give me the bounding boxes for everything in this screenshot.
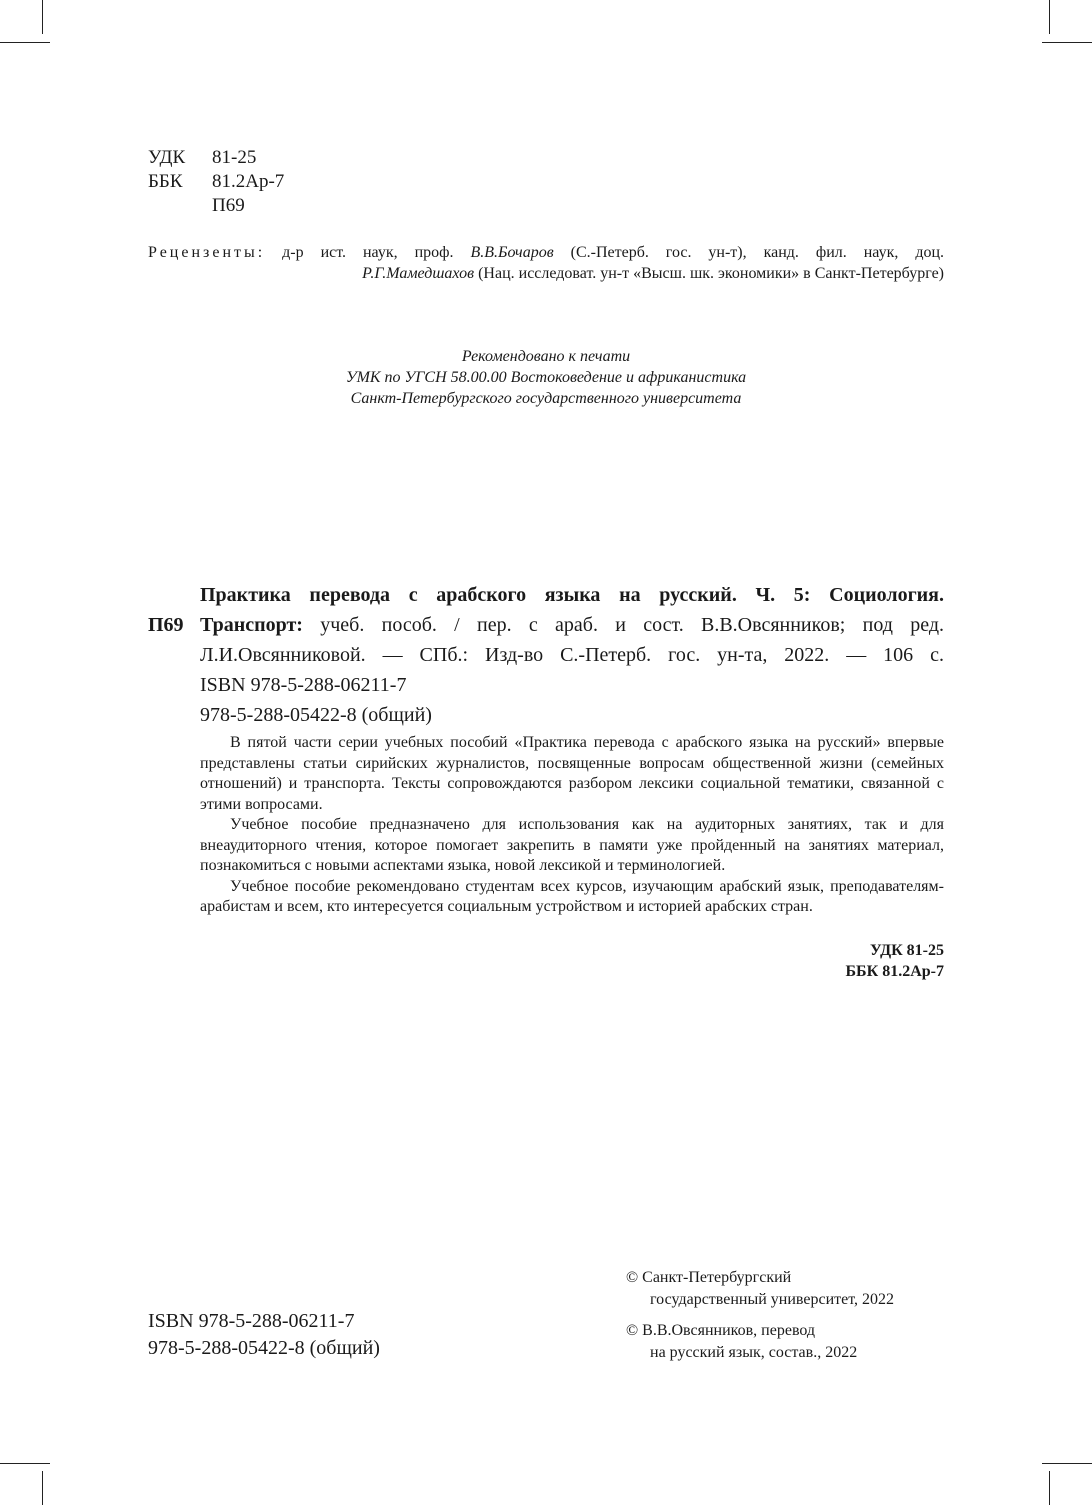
reviewers — [148, 242, 944, 284]
author-sign: П69 — [212, 195, 245, 216]
annotation-udk: УДК 81-25 — [869, 942, 944, 959]
reviewer1-name: В.В.Бочаров — [470, 244, 554, 261]
footer-isbn-common: 978-5-288-05422-8 (общий) — [148, 1337, 380, 1359]
recommendation-line3: Санкт-Петербургского государственного университета — [350, 390, 742, 407]
reviewer2-name: Р.Г.Мамедшахов — [362, 265, 475, 282]
reviewers-line1 — [148, 242, 944, 263]
isbn-primary: ISBN 978-5-288-06211-7 — [200, 674, 407, 696]
bbk-label: ББК — [148, 171, 183, 192]
title-line2-bold: Транспорт: — [200, 614, 303, 636]
crop-mark — [0, 1463, 50, 1464]
udk-row — [148, 146, 284, 170]
udk-value: 81-25 — [212, 147, 257, 168]
annotation-codes — [845, 940, 944, 982]
annotation-paragraph: Учебное пособие предназначено для использования как на аудиторных занятиях, так и для внеаудиторного чтения, которое помогает закрепить в памяти уже пройденный на занятиях материал, познакомиться с новыми аспектами языка, новой лексикой и терминологией. — [200, 816, 944, 874]
copyright-university: © Санкт-Петербургский государственный университет, 2022 — [626, 1269, 895, 1308]
annotation-paragraph: В пятой части серии учебных пособий «Практика перевода с арабского языка на русский» впервые представлены статьи сирийских журналистов, посвященные вопросам общественной жизни (семейных отношений) и транспорта. Тексты сопровождаются разбором лексики социальной тематики, связанной с этими вопросами. — [200, 734, 944, 813]
crop-mark — [42, 0, 43, 34]
udk-label: УДК — [148, 147, 186, 168]
title-line3: Л.И.Овсянниковой. — СПб.: Изд-во С.-Петерб. гос. ун-та, 2022. — 106 с. — [200, 644, 944, 666]
copyright — [626, 1267, 894, 1373]
copyright-translator: © В.В.Овсянников, перевод на русский язык, состав., 2022 — [626, 1322, 858, 1361]
bibliographic-record — [200, 580, 944, 730]
crop-mark — [42, 1471, 43, 1505]
bbk-row — [148, 170, 284, 194]
footer-isbn-primary: ISBN 978-5-288-06211-7 — [148, 1310, 355, 1332]
crop-mark — [1049, 1471, 1050, 1505]
reviewer1-degree: д-р ист. наук, проф. — [282, 244, 454, 261]
title-line2 — [200, 610, 944, 640]
reviewer1-affiliation: (С.-Петерб. гос. ун-т), канд. фил. наук, доц. — [570, 244, 945, 261]
annotation — [200, 733, 944, 918]
reviewer2-affiliation: (Нац. исследоват. ун-т «Высш. шк. экономики» в Санкт-Петербурге) — [478, 265, 944, 282]
title-line2-rest: учеб. пособ. / пер. с араб. и сост. В.В.Овсянников; под ред. — [320, 614, 944, 636]
author-sign-row — [148, 194, 284, 218]
recommendation-line2: УМК по УГСН 58.00.00 Востоковедение и африканистика — [345, 369, 747, 386]
recommendation — [148, 346, 944, 409]
title-line1: Практика перевода с арабского языка на русский. Ч. 5: Социология. — [200, 584, 944, 606]
bbk-value: 81.2Ар-7 — [212, 171, 285, 192]
crop-mark — [1049, 0, 1050, 34]
classification-codes — [148, 146, 284, 218]
reviewers-line2 — [148, 263, 944, 284]
reviewers-label: Рецензенты: — [148, 244, 266, 261]
annotation-paragraph: Учебное пособие рекомендовано студентам всех курсов, изучающим арабский язык, преподавателям-арабистам и всем, кто интересуется социальным устройством и историей арабских стран. — [200, 877, 944, 915]
recommendation-line1: Рекомендовано к печати — [461, 348, 631, 365]
crop-mark — [1042, 1463, 1092, 1464]
annotation-bbk: ББК 81.2Ар-7 — [845, 963, 944, 980]
bibliography-sign: П69 — [148, 614, 184, 636]
isbn-common: 978-5-288-05422-8 (общий) — [200, 704, 432, 726]
crop-mark — [1042, 42, 1092, 43]
footer-isbn — [148, 1308, 380, 1362]
crop-mark — [0, 42, 50, 43]
